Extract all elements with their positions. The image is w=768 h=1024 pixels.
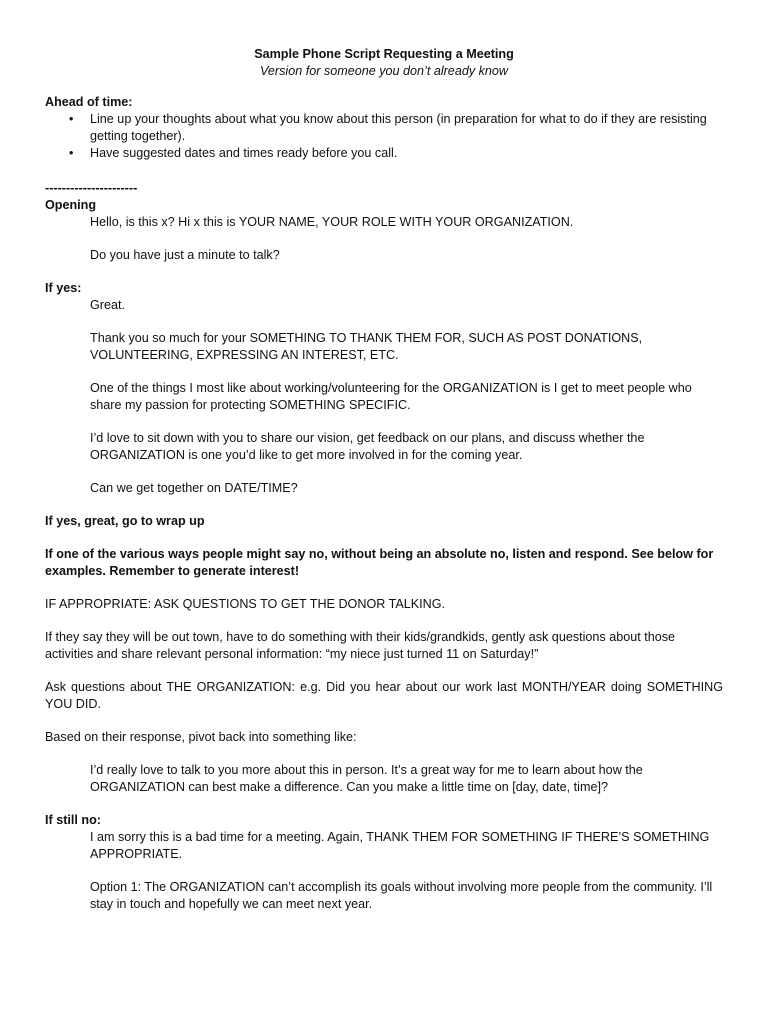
separator-line: ---------------------- bbox=[45, 181, 138, 195]
pivot-quote: I’d really love to talk to you more about this in person. It’s a great way for me to learn about how the ORGANIZATION can best make a difference. Can you make a little time on [day, date, time]? bbox=[90, 763, 643, 794]
if-still-no-line: Option 1: The ORGANIZATION can’t accomplish its goals without involving more people from the community. I’ll stay in touch and hopefully we can meet next year. bbox=[90, 880, 713, 911]
document-title: Sample Phone Script Requesting a Meeting bbox=[254, 47, 514, 61]
opening-heading: Opening bbox=[45, 198, 97, 212]
document-subtitle: Version for someone you don’t already know bbox=[259, 64, 509, 78]
if-yes-line: Thank you so much for your SOMETHING TO THANK THEM FOR, SUCH AS POST DONATIONS, VOLUNTEERING, EXPRESSING AN INTEREST, ETC. bbox=[90, 331, 643, 362]
wrap-up-heading: If yes, great, go to wrap up bbox=[45, 514, 205, 528]
ahead-bullet-list bbox=[45, 111, 723, 162]
opening-line: Hello, is this x? Hi x this is YOUR NAME, YOUR ROLE WITH YOUR ORGANIZATION. bbox=[90, 215, 574, 229]
if-still-no-line: I am sorry this is a bad time for a meeting. Again, THANK THEM FOR SOMETHING IF THERE’S SOMETHING APPROPRIATE. bbox=[90, 830, 710, 861]
if-yes-line: One of the things I most like about working/volunteering for the ORGANIZATION is I get to meet people who share my passion for protecting SOMETHING SPECIFIC. bbox=[90, 381, 692, 412]
body-paragraph: Based on their response, pivot back into something like: bbox=[45, 730, 357, 744]
if-no-intro: If one of the various ways people might say no, without being an absolute no, listen and respond. See below for examples. Remember to generate interest! bbox=[45, 547, 714, 578]
body-paragraph: IF APPROPRIATE: ASK QUESTIONS TO GET THE DONOR TALKING. bbox=[45, 597, 446, 611]
ahead-bullet: • Have suggested dates and times ready before you call. bbox=[45, 145, 723, 162]
ahead-bullet: • Line up your thoughts about what you know about this person (in preparation for what to do if they are resisting getting together). bbox=[45, 111, 723, 145]
opening-line: Do you have just a minute to talk? bbox=[90, 248, 280, 262]
body-paragraph: If they say they will be out town, have to do something with their kids/grandkids, gently ask questions about those activities and share relevant personal information: “my niece just turned 11 on Saturday!” bbox=[45, 630, 676, 661]
ahead-heading: Ahead of time: bbox=[45, 95, 133, 109]
if-yes-line: Can we get together on DATE/TIME? bbox=[90, 481, 298, 495]
if-yes-heading: If yes: bbox=[45, 281, 82, 295]
body-paragraph: Ask questions about THE ORGANIZATION: e.g. Did you hear about our work last MONTH/YEAR doing SOMETHING YOU DID. bbox=[45, 680, 723, 711]
if-still-no-heading: If still no: bbox=[45, 813, 101, 827]
if-yes-line: Great. bbox=[90, 298, 125, 312]
if-yes-line: I’d love to sit down with you to share our vision, get feedback on our plans, and discuss whether the ORGANIZATION is one you’d like to get more involved in for the coming year. bbox=[90, 431, 645, 462]
